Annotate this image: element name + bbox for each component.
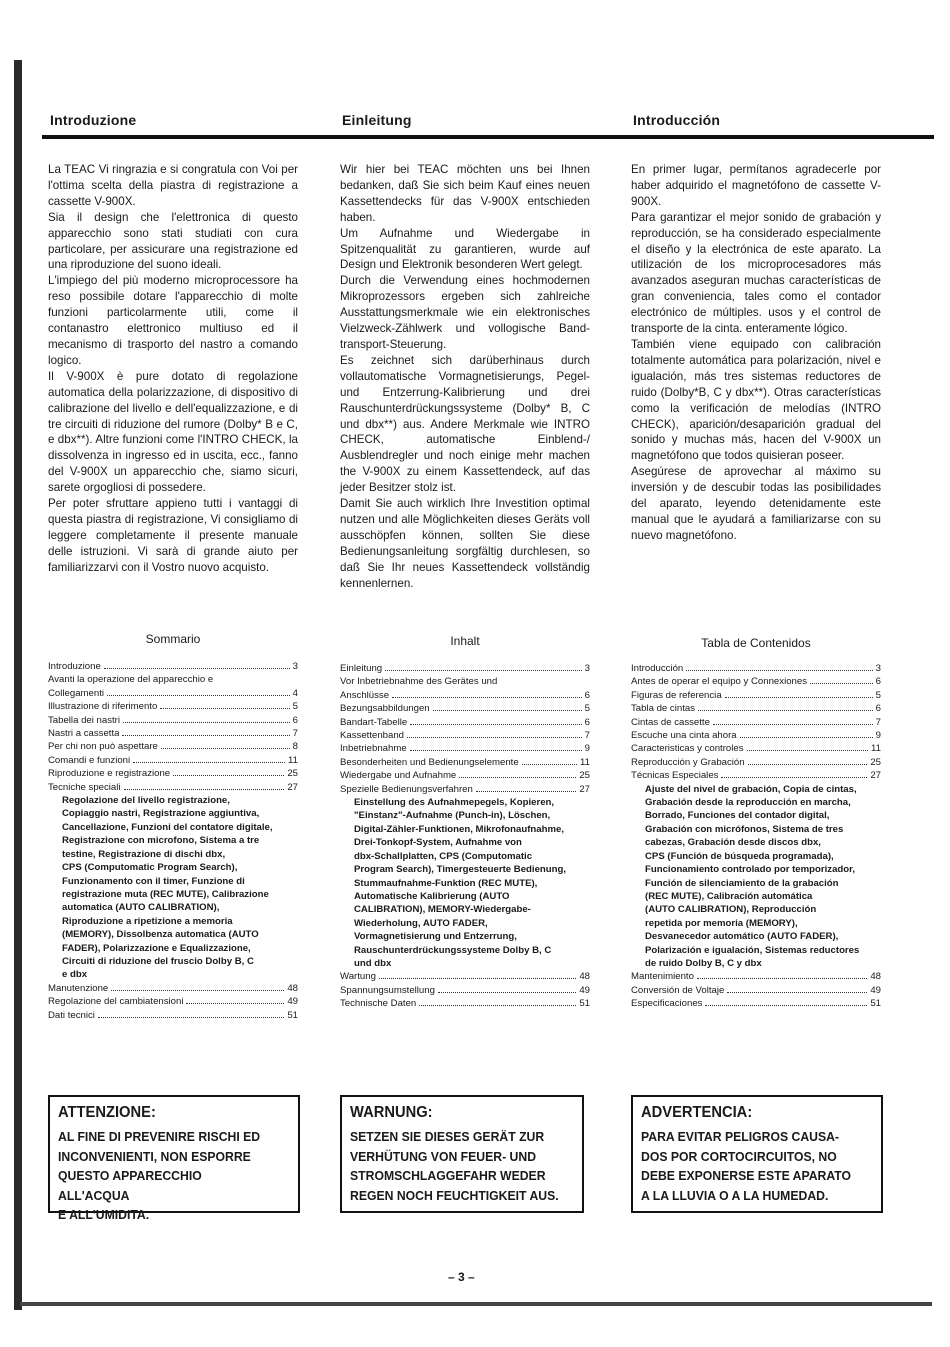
toc-italian bbox=[48, 660, 298, 1022]
toc-german bbox=[340, 662, 590, 1011]
toc-leader-dots bbox=[698, 710, 873, 711]
toc-entry bbox=[631, 675, 881, 688]
toc-page-number: 7 bbox=[584, 730, 590, 742]
toc-entry-title: Collegamenti bbox=[48, 687, 104, 699]
toc-leader-dots bbox=[133, 762, 285, 763]
toc-entry bbox=[631, 689, 881, 702]
toc-page-number: 3 bbox=[584, 663, 590, 674]
toc-entry-title: Dati tecnici bbox=[48, 1009, 95, 1021]
toc-page-number: 48 bbox=[287, 982, 298, 994]
toc-entry-title: Especificaciones bbox=[631, 998, 703, 1010]
toc-entry bbox=[340, 970, 590, 983]
toc-entry bbox=[48, 714, 298, 727]
toc-entry-continued: Vor Inbetriebnahme des Gerätes und bbox=[340, 676, 498, 688]
intro-paragraph: Wir hier bei TEAC möchten uns bei Ihnen bedanken, daß Sie sich beim Kauf eines neuen Kassettendecks für das V-900X entschieden haben. bbox=[340, 163, 590, 224]
intro-paragraph: La TEAC Vi ringrazia e si congratula con Voi per l'ottima scelta della piastra di registrazione a cassette V-900X. bbox=[48, 163, 298, 208]
toc-entry-title: Bandart-Tabelle bbox=[340, 716, 408, 728]
toc-page-number: 49 bbox=[579, 984, 590, 996]
toc-title-spanish: Tabla de Contenidos bbox=[701, 636, 811, 650]
toc-page-number: 6 bbox=[292, 714, 298, 726]
toc-entry bbox=[340, 769, 590, 782]
toc-leader-dots bbox=[407, 737, 582, 738]
toc-entry-title: Wartung bbox=[340, 971, 376, 983]
toc-page-number: 6 bbox=[875, 703, 881, 715]
toc-page-number: 6 bbox=[875, 676, 881, 688]
intro-paragraph: Damit Sie auch wirklich Ihre Investition optimal nutzen und alle Möglichkeiten dieses Geräts voll ausschöpfen können, sollten Sie diese Bedienungsanleitung sorgfältig durchlesen, so daß Sie Ihr neues Kassettendeck vollständig kennenlernen. bbox=[340, 497, 590, 590]
toc-page-number: 25 bbox=[870, 756, 881, 768]
toc-entry-title: Besonderheiten und Bedienungselemente bbox=[340, 756, 519, 768]
toc-entry bbox=[340, 742, 590, 755]
toc-entry-title: Figuras de referencia bbox=[631, 689, 722, 701]
toc-entry-title: Illustrazione di riferimento bbox=[48, 701, 158, 713]
toc-entry bbox=[631, 716, 881, 729]
toc-page-number: 9 bbox=[584, 743, 590, 755]
toc-entry bbox=[631, 742, 881, 755]
toc-entry bbox=[340, 702, 590, 715]
toc-entry-title: Técnicas Especiales bbox=[631, 770, 719, 782]
toc-entry bbox=[48, 995, 298, 1008]
intro-paragraph: L'impiego del più moderno microprocessore ha reso possibile dotare l'apparecchio di molte funzioni particolarmente utili, come il contanastro elettronico multiuso ed il mecanismo di trasporto del nastro a comando logico. bbox=[48, 274, 298, 367]
toc-entry-title: Antes de operar el equipo y Connexiones bbox=[631, 676, 808, 688]
toc-entry bbox=[631, 769, 881, 782]
toc-page-number: 27 bbox=[870, 770, 881, 782]
toc-entry-title: Introducción bbox=[631, 663, 684, 674]
intro-paragraph: Es zeichnet sich darüberhinaus durch vollautomatische Vormagnetisierungs, Pegel- und Entzerrung-Kalibrierung und drei Rauschunterdrückungssysteme (Dolby* B, C und dbx**) aus. Andere Merkmale wie INTRO CHECK, automatische Einblend-/ Ausblendregler und noch einige mehr machen the V-900X zu einem Kassettendeck, auf das jeder Besitzer stolz ist. bbox=[340, 353, 590, 495]
toc-page-number: 8 bbox=[292, 741, 298, 753]
toc-leader-dots bbox=[725, 697, 873, 698]
toc-entry-title: Einleitung bbox=[340, 663, 383, 674]
toc-entry-title: Kassettenband bbox=[340, 730, 405, 742]
intro-paragraph: En primer lugar, permítanos agradecerle por haber adquirido el magnetófono de cassette V-900X. bbox=[631, 163, 881, 208]
toc-entry-continued: Avanti la operazione del apparecchio e bbox=[48, 674, 214, 686]
intro-paragraph: También viene equipado con calibración totalmente automática para polarización, nivel e igualación, más tres sistemas reductores de ruido (Dolby*B, C y dbx**). Otras características como la verificación de melodías (INTRO CHECK), aparición/desaparición gradual del sonido y muchas más, hacen del V-900X un magnetófono que todos quisieran poseer. bbox=[631, 337, 881, 463]
warning-box-spanish bbox=[631, 1095, 883, 1213]
intro-paragraph: Sia il design che l'elettronica di questo apparecchio sono stati studiati con cura particolare, per assicurare una registrazione ed una riproduzione del suono ideali. bbox=[48, 210, 298, 272]
toc-leader-dots bbox=[747, 750, 869, 751]
toc-leader-dots bbox=[727, 992, 867, 993]
toc-leader-dots bbox=[748, 764, 868, 765]
toc-page-number: 4 bbox=[292, 687, 298, 699]
toc-entry bbox=[340, 716, 590, 729]
toc-entry-title: Manutenzione bbox=[48, 982, 109, 994]
toc-subsection-list: Einstellung des Aufnahmepegels, Kopieren, "Einstanz"-Aufnahme (Punch-in), Löschen, Digital-Zähler-Funktionen, Mikrofonaufnahme, Drei-Tonkopf-System, Aufnahme von dbx-Schallplatten, CPS (Computomatic Program Search), Timergesteuerte Bedienung, Stummaufnahme-Funktion (REC MUTE), Automatische Kalibrierung (AUTO CALIBRATION), MEMORY-Wiedergabe- Wiederholung, AUTO FADER, Vormagnetisierung und Entzerrung, Rauschunterdrückungssysteme Dolby B, C und dbx bbox=[354, 797, 567, 969]
toc-subsection-list: Regolazione del livello registrazione, Copiaggio nastri, Registrazione aggiuntiva, Cancellazione, Funzioni del contatore digitale, Registrazione con microfono, Sistema a tre testine, Registrazione di dischi dbx, CPS (Computomatic Program Search), Funzionamento con il timer, Funzione di registrazione muta (REC MUTE), Calibrazione automatica (AUTO CALIBRATION), Riproduzione a ripetizione a memoria (MEMORY), Dissolbenza automatica (AUTO FADER), Polarizzazione e Equalizzazione, Circuiti di riduzione del fruscio Dolby B, C e dbx bbox=[62, 795, 273, 981]
toc-entry bbox=[340, 756, 590, 769]
toc-page-number: 49 bbox=[287, 996, 298, 1008]
toc-leader-dots bbox=[161, 748, 290, 749]
warning-box-german bbox=[340, 1095, 584, 1213]
toc-entry bbox=[48, 700, 298, 713]
toc-entry-title: Mantenimiento bbox=[631, 971, 694, 983]
toc-page-number: 5 bbox=[875, 689, 881, 701]
toc-entry-title: Anschlüsse bbox=[340, 689, 390, 701]
toc-entry bbox=[48, 754, 298, 767]
toc-page-number: 3 bbox=[292, 661, 298, 672]
toc-leader-dots bbox=[476, 791, 577, 792]
toc-leader-dots bbox=[686, 670, 872, 671]
toc-leader-dots bbox=[385, 670, 582, 671]
toc-page-number: 25 bbox=[579, 770, 590, 782]
toc-page-number: 27 bbox=[579, 783, 590, 795]
toc-entry-title: Regolazione del cambiatensioni bbox=[48, 996, 184, 1008]
toc-leader-dots bbox=[713, 724, 873, 725]
toc-entry bbox=[48, 982, 298, 995]
toc-entry-title: Conversión de Voltaje bbox=[631, 984, 725, 996]
toc-page-number: 9 bbox=[875, 730, 881, 742]
toc-spanish bbox=[631, 662, 881, 1011]
intro-paragraph: Para garantizar el mejor sonido de grabación y reproducción, se ha considerado especialmente el diseño y la electrónica de este aparato. La utilización de los microprocesadores más avanzados aseguran muchas características de gran conveniencia, tales como el contador electrónico de múltiples. usos y el control de transporte de la cinta. enteramente lógico. bbox=[631, 210, 881, 336]
toc-entry bbox=[631, 997, 881, 1010]
toc-leader-dots bbox=[379, 978, 576, 979]
toc-entry bbox=[48, 687, 298, 700]
header-spanish: Introducción bbox=[633, 112, 721, 128]
intro-paragraph: Asegúrese de aprovechar al máximo su inversión y de descubir todas las posibilidades del aparato, leyendo detenidamente este manual que le ayudará a familiarizarse con su nuevo magnetófono. bbox=[631, 465, 881, 542]
binder-edge bbox=[14, 60, 22, 1310]
toc-entry bbox=[340, 729, 590, 742]
toc-entry bbox=[340, 997, 590, 1010]
toc-entry-title: Comandi e funzioni bbox=[48, 754, 131, 766]
toc-page-number: 25 bbox=[287, 768, 298, 780]
toc-page-number: 27 bbox=[287, 781, 298, 793]
toc-entry-title: Introduzione bbox=[48, 661, 101, 672]
toc-entry bbox=[631, 702, 881, 715]
toc-entry bbox=[48, 740, 298, 753]
toc-leader-dots bbox=[410, 750, 582, 751]
toc-entry bbox=[631, 970, 881, 983]
toc-leader-dots bbox=[186, 1003, 284, 1004]
intro-paragraph: Il V-900X è pure dotato di regolazione automatica della polarizzazione, di dispositivo di calibrazione del livello e dell'equalizzazione, e di tre circuiti di riduzione del rumore (Dolby* B e C, e dbx**). Altre funzioni come l'INTRO CHECK, la dissolvenza in ingresso ed in uscita, ecc., fanno del V-900X un apparecchio che, siamo sicuri, sarete orgogliosi di possedere. bbox=[48, 369, 298, 495]
toc-leader-dots bbox=[123, 722, 290, 723]
toc-page-number: 11 bbox=[288, 754, 298, 766]
toc-entry-title: Cintas de cassette bbox=[631, 716, 710, 728]
warning-body: SETZEN SIE DIESES GERÄT ZUR VERHÜTUNG VON FEUER- UND STROMSCHLAGGEFAHR WEDER REGEN NOCH FEUCHTIGKEIT AUS. bbox=[350, 1129, 559, 1203]
toc-page-number: 48 bbox=[579, 971, 590, 983]
toc-page-number: 7 bbox=[292, 728, 298, 740]
page-number: – 3 – bbox=[448, 1270, 475, 1284]
toc-entry-title: Tabella dei nastri bbox=[48, 714, 120, 726]
toc-page-number: 49 bbox=[870, 984, 881, 996]
toc-entry-title: Escuche una cinta ahora bbox=[631, 730, 737, 742]
toc-entry bbox=[340, 783, 590, 796]
toc-entry bbox=[631, 729, 881, 742]
toc-entry bbox=[631, 756, 881, 769]
toc-leader-dots bbox=[522, 764, 577, 765]
bottom-rule bbox=[20, 1302, 932, 1306]
warning-title: WARNUNG: bbox=[350, 1104, 433, 1121]
toc-leader-dots bbox=[459, 777, 576, 778]
toc-entry-title: Caracteristicas y controles bbox=[631, 743, 744, 755]
header-german: Einleitung bbox=[342, 112, 412, 128]
toc-entry-title: Nastri a cassetta bbox=[48, 728, 120, 740]
intro-paragraph: Per poter sfruttare appieno tutti i vantaggi di questa piastra di registrazione, Vi consigliamo di leggere completamente il presente manuale delle istruzioni. Vi sarà di grande aiuto per familiarizzarvi con il Vostro nuovo acquisto. bbox=[48, 497, 298, 574]
toc-leader-dots bbox=[392, 697, 582, 698]
toc-page-number: 5 bbox=[292, 701, 298, 713]
toc-leader-dots bbox=[111, 990, 284, 991]
toc-page-number: 51 bbox=[870, 998, 881, 1010]
warning-title: ADVERTENCIA: bbox=[641, 1104, 753, 1121]
intro-paragraph: Durch die Verwendung eines hochmodernen Mikroprozessors ergeben sich zahlreiche Ausstattungsmerkmale wie ein elektronisches Vielzweck-Zählwerk und vollogische Band-transport-Steuerung. bbox=[340, 274, 590, 351]
toc-leader-dots bbox=[438, 992, 576, 993]
toc-leader-dots bbox=[705, 1005, 867, 1006]
header-italian: Introduzione bbox=[50, 112, 137, 128]
toc-leader-dots bbox=[721, 777, 867, 778]
toc-leader-dots bbox=[697, 978, 867, 979]
toc-leader-dots bbox=[160, 708, 289, 709]
toc-entry-title: Tecniche speciali bbox=[48, 781, 121, 793]
toc-entry-title: Per chi non può aspettare bbox=[48, 741, 158, 753]
toc-entry bbox=[48, 767, 298, 780]
warning-box-italian bbox=[48, 1095, 300, 1222]
toc-entry bbox=[340, 984, 590, 997]
toc-entry-title: Wiedergabe und Aufnahme bbox=[340, 770, 457, 782]
warning-title: ATTENZIONE: bbox=[58, 1104, 156, 1121]
toc-page-number: 51 bbox=[579, 998, 590, 1010]
toc-page-number: 3 bbox=[875, 663, 881, 674]
toc-entry bbox=[48, 727, 298, 740]
toc-entry bbox=[48, 660, 298, 673]
toc-leader-dots bbox=[740, 737, 873, 738]
toc-leader-dots bbox=[433, 710, 582, 711]
toc-page-number: 7 bbox=[875, 716, 881, 728]
toc-entry bbox=[340, 689, 590, 702]
toc-leader-dots bbox=[419, 1005, 576, 1006]
toc-page-number: 6 bbox=[584, 716, 590, 728]
toc-page-number: 5 bbox=[584, 703, 590, 715]
toc-entry-title: Reproducción y Grabación bbox=[631, 756, 745, 768]
warning-body: AL FINE DI PREVENIRE RISCHI ED INCONVENIENTI, NON ESPORRE QUESTO APPARECCHIO ALL'ACQUA E ALL'UMIDITA. bbox=[58, 1129, 261, 1222]
toc-page-number: 51 bbox=[287, 1009, 298, 1021]
toc-page-number: 48 bbox=[870, 971, 881, 983]
toc-entry-title: Technische Daten bbox=[340, 998, 417, 1010]
toc-leader-dots bbox=[107, 695, 290, 696]
toc-entry-title: Bezungsabbildungen bbox=[340, 703, 430, 715]
toc-leader-dots bbox=[124, 789, 285, 790]
toc-leader-dots bbox=[410, 724, 581, 725]
intro-german bbox=[340, 162, 590, 591]
toc-entry bbox=[631, 662, 881, 675]
toc-entry-title: Riproduzione e registrazione bbox=[48, 768, 171, 780]
toc-entry bbox=[631, 984, 881, 997]
toc-entry-title: Spannungsumstellung bbox=[340, 984, 435, 996]
header-rule bbox=[42, 135, 934, 139]
toc-leader-dots bbox=[173, 775, 284, 776]
toc-leader-dots bbox=[98, 1017, 284, 1018]
toc-entry bbox=[48, 1009, 298, 1022]
toc-page-number: 6 bbox=[584, 689, 590, 701]
warning-body: PARA EVITAR PELIGROS CAUSA- DOS POR CORTOCIRCUITOS, NO DEBE EXPONERSE ESTE APARATO A LA LLUVIA O A LA HUMEDAD. bbox=[641, 1129, 852, 1203]
toc-entry-title: Tabla de cintas bbox=[631, 703, 695, 715]
toc-leader-dots bbox=[122, 735, 289, 736]
toc-subsection-list: Ajuste del nivel de grabación, Copia de cintas, Grabación desde la reproducción en marcha, Borrado, Funciones del contador digital, Grabación con micrófonos, Sistema de tres cabezas, Grabación desde discos dbx, CPS (Función de búsqueda programada), Funcionamiento controlado por temporizador, Función de silenciamiento de la grabación (REC MUTE), Calibración automática (AUTO CALIBRATION), Reproducción repetida por memoria (MEMORY), Desvanecedor automático (AUTO FADER), Polarización e igualación, Sistemas reductores de ruido Dolby B, C y dbx bbox=[645, 783, 860, 969]
toc-leader-dots bbox=[810, 683, 873, 684]
intro-italian bbox=[48, 162, 298, 576]
intro-spanish bbox=[631, 162, 881, 544]
toc-entry-title: Spezielle Bedienungsverfahren bbox=[340, 783, 473, 795]
toc-entry-title: Inbetriebnahme bbox=[340, 743, 407, 755]
toc-page-number: 11 bbox=[871, 743, 881, 755]
toc-title-german: Inhalt bbox=[450, 634, 480, 648]
intro-paragraph: Um Aufnahme und Wiedergabe in Spitzenqualität zu garantieren, wurde auf Design und Elektronik besonderen Wert gelegt. bbox=[340, 226, 590, 272]
toc-leader-dots bbox=[104, 668, 290, 669]
toc-entry bbox=[340, 662, 590, 675]
toc-title-italian: Sommario bbox=[145, 632, 201, 646]
toc-entry bbox=[48, 781, 298, 794]
toc-page-number: 11 bbox=[580, 756, 590, 768]
